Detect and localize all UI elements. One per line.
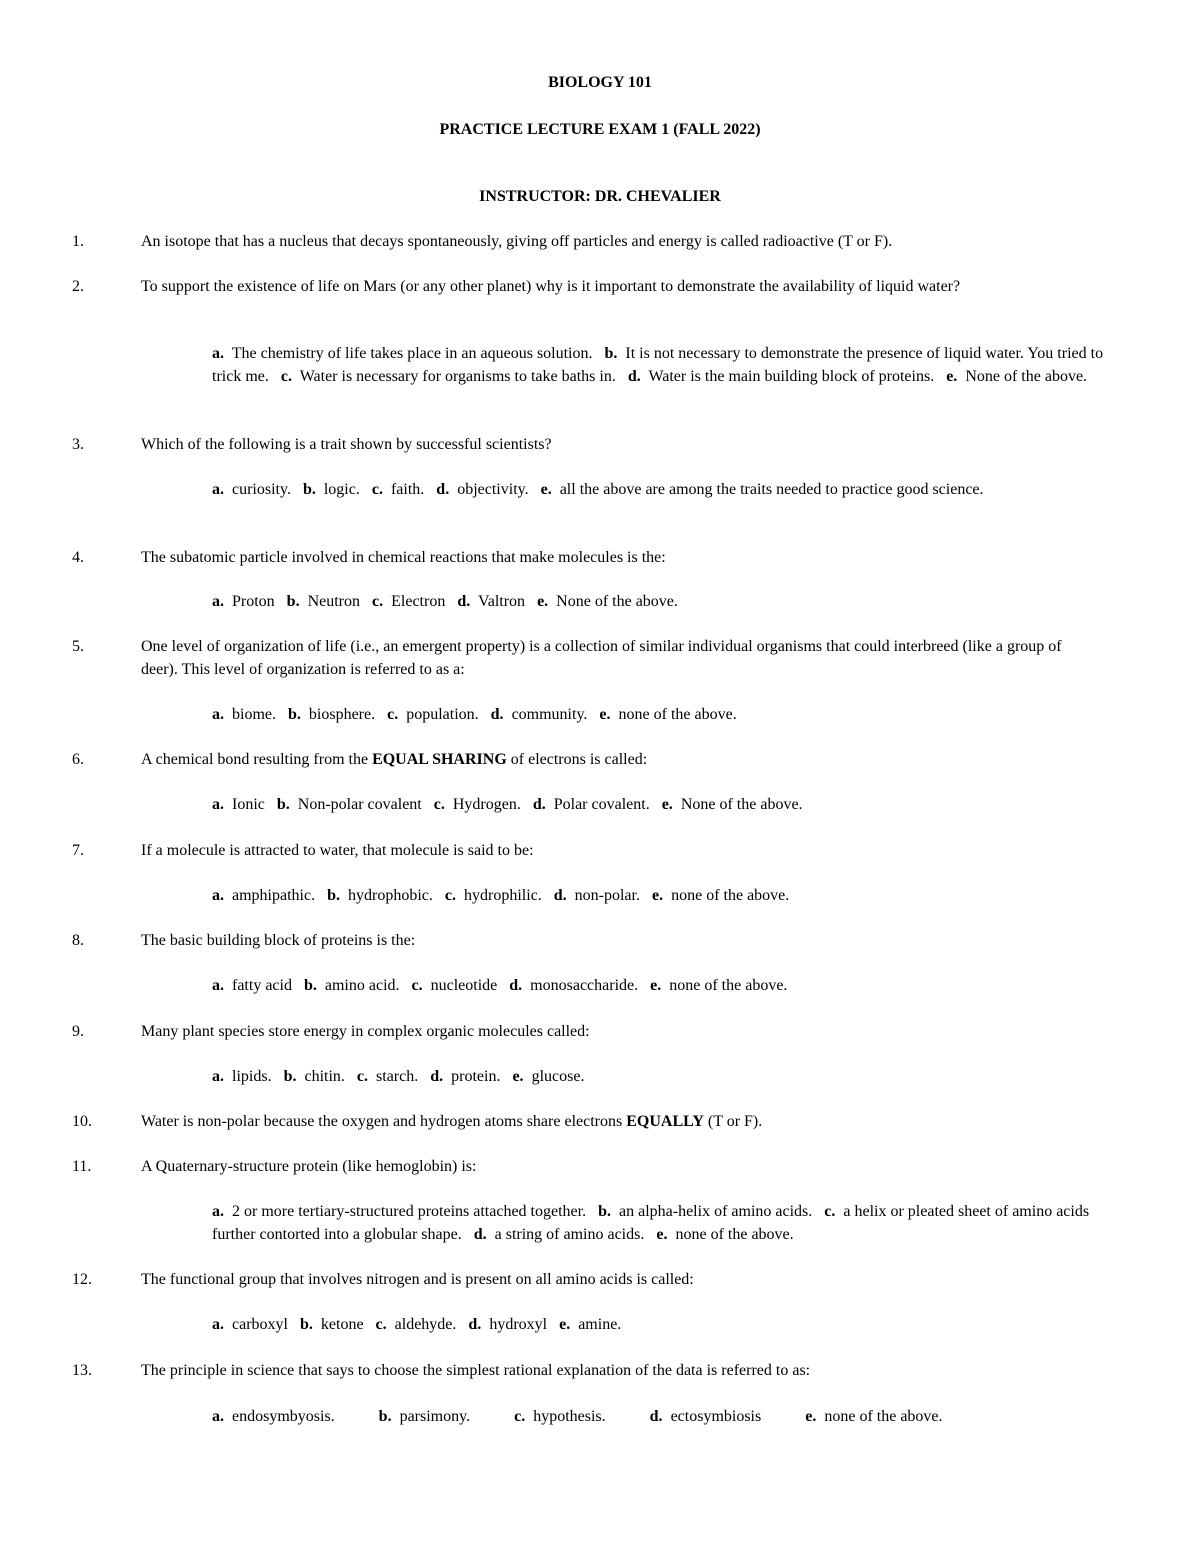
answer-option bbox=[554, 887, 640, 904]
option-text: community. bbox=[511, 706, 588, 723]
option-text: none of the above. bbox=[669, 977, 788, 994]
answer-option bbox=[281, 368, 616, 385]
answer-options bbox=[212, 590, 1132, 613]
option-label: b. bbox=[286, 593, 300, 610]
answer-options bbox=[212, 1405, 1132, 1428]
answer-option bbox=[662, 796, 803, 813]
option-label: c. bbox=[824, 1203, 836, 1220]
answer-option bbox=[599, 706, 736, 723]
option-label: c. bbox=[514, 1408, 526, 1425]
option-label: a. bbox=[212, 1316, 224, 1333]
answer-option bbox=[284, 1068, 345, 1085]
option-label: e. bbox=[537, 593, 549, 610]
answer-option bbox=[650, 977, 787, 994]
answer-option bbox=[212, 593, 275, 610]
option-label: e. bbox=[656, 1226, 668, 1243]
option-label: b. bbox=[276, 796, 290, 813]
answer-option bbox=[372, 481, 424, 498]
option-text: faith. bbox=[390, 481, 425, 498]
answer-options bbox=[212, 342, 1132, 388]
option-text: hydrophobic. bbox=[348, 887, 433, 904]
answer-option bbox=[533, 796, 650, 813]
option-label: d. bbox=[553, 887, 567, 904]
option-text: biome. bbox=[232, 706, 276, 723]
option-label: a. bbox=[212, 977, 224, 994]
option-text: objectivity. bbox=[457, 481, 529, 498]
answer-option bbox=[327, 887, 433, 904]
option-text: fatty acid bbox=[232, 977, 292, 994]
question-number: 5. bbox=[72, 638, 84, 655]
option-label: c. bbox=[444, 887, 456, 904]
option-label: a. bbox=[212, 481, 224, 498]
option-text: endosymbyosis. bbox=[232, 1408, 335, 1425]
option-label: a. bbox=[212, 887, 224, 904]
option-label: a. bbox=[212, 796, 224, 813]
answer-option bbox=[372, 593, 445, 610]
option-text: lipids. bbox=[232, 1068, 272, 1085]
answer-options bbox=[212, 793, 1132, 816]
question-number: 9. bbox=[72, 1023, 84, 1040]
option-text: a string of amino acids. bbox=[494, 1226, 645, 1243]
option-text: an alpha-helix of amino acids. bbox=[619, 1203, 813, 1220]
answer-option bbox=[537, 593, 678, 610]
option-text: The chemistry of life takes place in an aqueous solution. bbox=[231, 345, 593, 362]
option-label: d. bbox=[627, 368, 641, 385]
answer-option bbox=[212, 1316, 288, 1333]
answer-options bbox=[212, 478, 1112, 501]
option-text: population. bbox=[406, 706, 479, 723]
question-number: 13. bbox=[72, 1362, 92, 1379]
option-text: curiosity. bbox=[232, 481, 291, 498]
answer-option bbox=[212, 481, 291, 498]
question-text: The basic building block of proteins is the: bbox=[141, 932, 416, 949]
answer-option bbox=[598, 1203, 812, 1220]
option-text: none of the above. bbox=[618, 706, 737, 723]
option-text: starch. bbox=[376, 1068, 419, 1085]
option-text: None of the above. bbox=[556, 593, 678, 610]
option-label: e. bbox=[805, 1408, 817, 1425]
option-label: b. bbox=[288, 706, 301, 723]
option-text: Neutron bbox=[307, 593, 361, 610]
answer-options bbox=[212, 1200, 1132, 1246]
answer-options bbox=[212, 1065, 1132, 1088]
answer-options bbox=[212, 884, 1132, 907]
option-label: d. bbox=[436, 481, 450, 498]
question-text: The functional group that involves nitrogen and is present on all amino acids is called: bbox=[141, 1271, 694, 1288]
option-label: b. bbox=[598, 1203, 611, 1220]
option-label: c. bbox=[356, 1068, 369, 1085]
option-text: Hydrogen. bbox=[452, 796, 521, 813]
option-label: c. bbox=[433, 796, 445, 813]
option-label: a. bbox=[212, 1203, 224, 1220]
option-text: Proton bbox=[232, 593, 275, 610]
question-text bbox=[141, 1110, 1131, 1133]
option-label: b. bbox=[283, 1068, 297, 1085]
answer-option bbox=[212, 1408, 335, 1425]
option-text: Electron bbox=[391, 593, 446, 610]
option-text: Non-polar covalent bbox=[297, 796, 422, 813]
question-emphasis: EQUALLY bbox=[626, 1113, 704, 1130]
option-label: b. bbox=[299, 1316, 313, 1333]
option-label: a. bbox=[212, 1408, 224, 1425]
option-text: hypothesis. bbox=[533, 1408, 606, 1425]
option-label: e. bbox=[651, 887, 664, 904]
question-number: 6. bbox=[72, 751, 84, 768]
option-label: e. bbox=[650, 977, 662, 994]
option-text: hydrophilic. bbox=[463, 887, 542, 904]
option-label: c. bbox=[371, 481, 383, 498]
option-label: e. bbox=[599, 706, 611, 723]
option-text: parsimony. bbox=[399, 1408, 471, 1425]
option-label: b. bbox=[378, 1408, 392, 1425]
option-label: b. bbox=[327, 887, 340, 904]
answer-option bbox=[946, 368, 1087, 385]
question-text-part: (T or F). bbox=[703, 1113, 763, 1130]
option-label: d. bbox=[490, 706, 504, 723]
option-label: a. bbox=[212, 706, 224, 723]
answer-option bbox=[628, 368, 934, 385]
question-text-part: Water is non-polar because the oxygen and hydrogen atoms share electrons bbox=[141, 1113, 627, 1130]
option-text: Polar covalent. bbox=[553, 796, 650, 813]
question-text: The principle in science that says to choose the simplest rational explanation of the data is referred to as: bbox=[141, 1362, 811, 1379]
option-text: Water is the main building block of proteins. bbox=[648, 368, 935, 385]
option-label: c. bbox=[280, 368, 292, 385]
question-text: An isotope that has a nucleus that decays spontaneously, giving off particles and energy is called radioactive (T or F). bbox=[141, 233, 893, 250]
option-label: c. bbox=[375, 1316, 387, 1333]
question-text: If a molecule is attracted to water, that molecule is said to be: bbox=[141, 842, 534, 859]
answer-options bbox=[212, 1313, 1132, 1336]
option-text: glucose. bbox=[531, 1068, 585, 1085]
option-text: ectosymbiosis bbox=[670, 1408, 762, 1425]
option-label: d. bbox=[649, 1408, 663, 1425]
option-label: b. bbox=[604, 345, 618, 362]
option-text: nucleotide bbox=[430, 977, 498, 994]
answer-option bbox=[650, 1408, 762, 1425]
option-text: amphipathic. bbox=[232, 887, 316, 904]
answer-option bbox=[288, 706, 375, 723]
option-label: d. bbox=[509, 977, 523, 994]
question-number: 8. bbox=[72, 932, 84, 949]
option-text: none of the above. bbox=[824, 1408, 943, 1425]
question-number: 2. bbox=[72, 278, 84, 295]
answer-option bbox=[357, 1068, 418, 1085]
option-label: e. bbox=[559, 1316, 571, 1333]
answer-option bbox=[509, 977, 638, 994]
answer-options bbox=[212, 974, 1132, 997]
question-number: 10. bbox=[72, 1113, 92, 1130]
question-number: 11. bbox=[72, 1158, 92, 1175]
option-label: a. bbox=[212, 1068, 224, 1085]
option-label: d. bbox=[457, 593, 471, 610]
answer-options bbox=[212, 703, 1132, 726]
option-label: d. bbox=[473, 1226, 487, 1243]
option-text: all the above are among the traits needed to practice good science. bbox=[559, 481, 984, 498]
question-number: 1. bbox=[72, 233, 84, 250]
question-text: To support the existence of life on Mars (or any other planet) why is it important to demonstrate the availability of liquid water? bbox=[141, 278, 961, 295]
option-text: amine. bbox=[578, 1316, 622, 1333]
option-text: ketone bbox=[320, 1316, 364, 1333]
answer-option bbox=[474, 1226, 645, 1243]
course-title: BIOLOGY 101 bbox=[548, 74, 652, 91]
option-text: chitin. bbox=[304, 1068, 345, 1085]
answer-option bbox=[430, 1068, 500, 1085]
option-text: It is not necessary to demonstrate the presence of liquid water. You tried to trick me. bbox=[212, 345, 1104, 385]
option-label: c. bbox=[387, 706, 399, 723]
option-text: a helix or pleated sheet of amino acids further contorted into a globular shape. bbox=[212, 1203, 1090, 1243]
answer-option bbox=[212, 345, 593, 362]
option-text: hydroxyl bbox=[489, 1316, 548, 1333]
answer-option bbox=[212, 1203, 586, 1220]
option-text: none of the above. bbox=[671, 887, 790, 904]
option-text: none of the above. bbox=[675, 1226, 794, 1243]
question-number: 7. bbox=[72, 842, 84, 859]
option-text: aldehyde. bbox=[394, 1316, 457, 1333]
question-text: The subatomic particle involved in chemical reactions that make molecules is the: bbox=[141, 549, 666, 566]
option-label: a. bbox=[212, 345, 224, 362]
answer-option bbox=[212, 887, 315, 904]
option-label: c. bbox=[372, 593, 384, 610]
question-text: One level of organization of life (i.e., an emergent property) is a collection of similar individual organisms that could interbreed (like a group of deer). This level of organization is referred to as a: bbox=[141, 638, 1062, 678]
option-text: carboxyl bbox=[232, 1316, 288, 1333]
question-number: 3. bbox=[72, 436, 84, 453]
answer-option bbox=[376, 1316, 457, 1333]
option-label: e. bbox=[661, 796, 673, 813]
option-text: 2 or more tertiary-structured proteins attached together. bbox=[232, 1203, 587, 1220]
answer-option bbox=[652, 887, 789, 904]
instructor-line: INSTRUCTOR: DR. CHEVALIER bbox=[479, 188, 721, 205]
option-text: None of the above. bbox=[680, 796, 803, 813]
answer-option bbox=[512, 1068, 584, 1085]
answer-option bbox=[436, 481, 528, 498]
answer-option bbox=[212, 977, 292, 994]
option-label: a. bbox=[212, 593, 224, 610]
option-text: biosphere. bbox=[308, 706, 376, 723]
option-label: c. bbox=[411, 977, 423, 994]
question-number: 4. bbox=[72, 549, 84, 566]
answer-option bbox=[277, 796, 422, 813]
answer-option bbox=[491, 706, 588, 723]
answer-option bbox=[805, 1408, 942, 1425]
answer-option bbox=[387, 706, 479, 723]
answer-option bbox=[559, 1316, 621, 1333]
option-label: b. bbox=[303, 977, 317, 994]
answer-option bbox=[212, 796, 265, 813]
answer-option bbox=[379, 1408, 470, 1425]
option-label: d. bbox=[532, 796, 546, 813]
question-text: Which of the following is a trait shown by successful scientists? bbox=[141, 436, 552, 453]
answer-option bbox=[514, 1408, 606, 1425]
option-text: non-polar. bbox=[574, 887, 640, 904]
option-text: Water is necessary for organisms to take baths in. bbox=[299, 368, 616, 385]
answer-option bbox=[212, 1068, 272, 1085]
question-text-part: of electrons is called: bbox=[506, 751, 648, 768]
option-text: logic. bbox=[323, 481, 360, 498]
option-text: Ionic bbox=[232, 796, 265, 813]
option-label: e. bbox=[540, 481, 552, 498]
question-text-part: A chemical bond resulting from the bbox=[141, 751, 373, 768]
question-text bbox=[141, 748, 1131, 771]
question-text: Many plant species store energy in complex organic molecules called: bbox=[141, 1023, 590, 1040]
option-label: b. bbox=[302, 481, 316, 498]
option-label: e. bbox=[946, 368, 958, 385]
answer-option bbox=[303, 481, 360, 498]
answer-option bbox=[412, 977, 498, 994]
option-text: Valtron bbox=[477, 593, 526, 610]
answer-option bbox=[212, 706, 276, 723]
answer-option bbox=[468, 1316, 547, 1333]
option-label: d. bbox=[468, 1316, 482, 1333]
question-emphasis: EQUAL SHARING bbox=[372, 751, 507, 768]
answer-option bbox=[457, 593, 525, 610]
option-text: monosaccharide. bbox=[530, 977, 639, 994]
exam-title: PRACTICE LECTURE EXAM 1 (FALL 2022) bbox=[439, 121, 761, 138]
question-text: A Quaternary-structure protein (like hemoglobin) is: bbox=[141, 1158, 477, 1175]
answer-option bbox=[656, 1226, 793, 1243]
option-text: amino acid. bbox=[324, 977, 400, 994]
answer-option bbox=[304, 977, 400, 994]
option-text: protein. bbox=[451, 1068, 501, 1085]
answer-option bbox=[445, 887, 542, 904]
answer-option bbox=[541, 481, 984, 498]
answer-option bbox=[287, 593, 360, 610]
option-label: e. bbox=[512, 1068, 524, 1085]
option-label: d. bbox=[430, 1068, 444, 1085]
answer-option bbox=[300, 1316, 364, 1333]
option-text: None of the above. bbox=[965, 368, 1088, 385]
answer-option bbox=[434, 796, 521, 813]
question-number: 12. bbox=[72, 1271, 92, 1288]
